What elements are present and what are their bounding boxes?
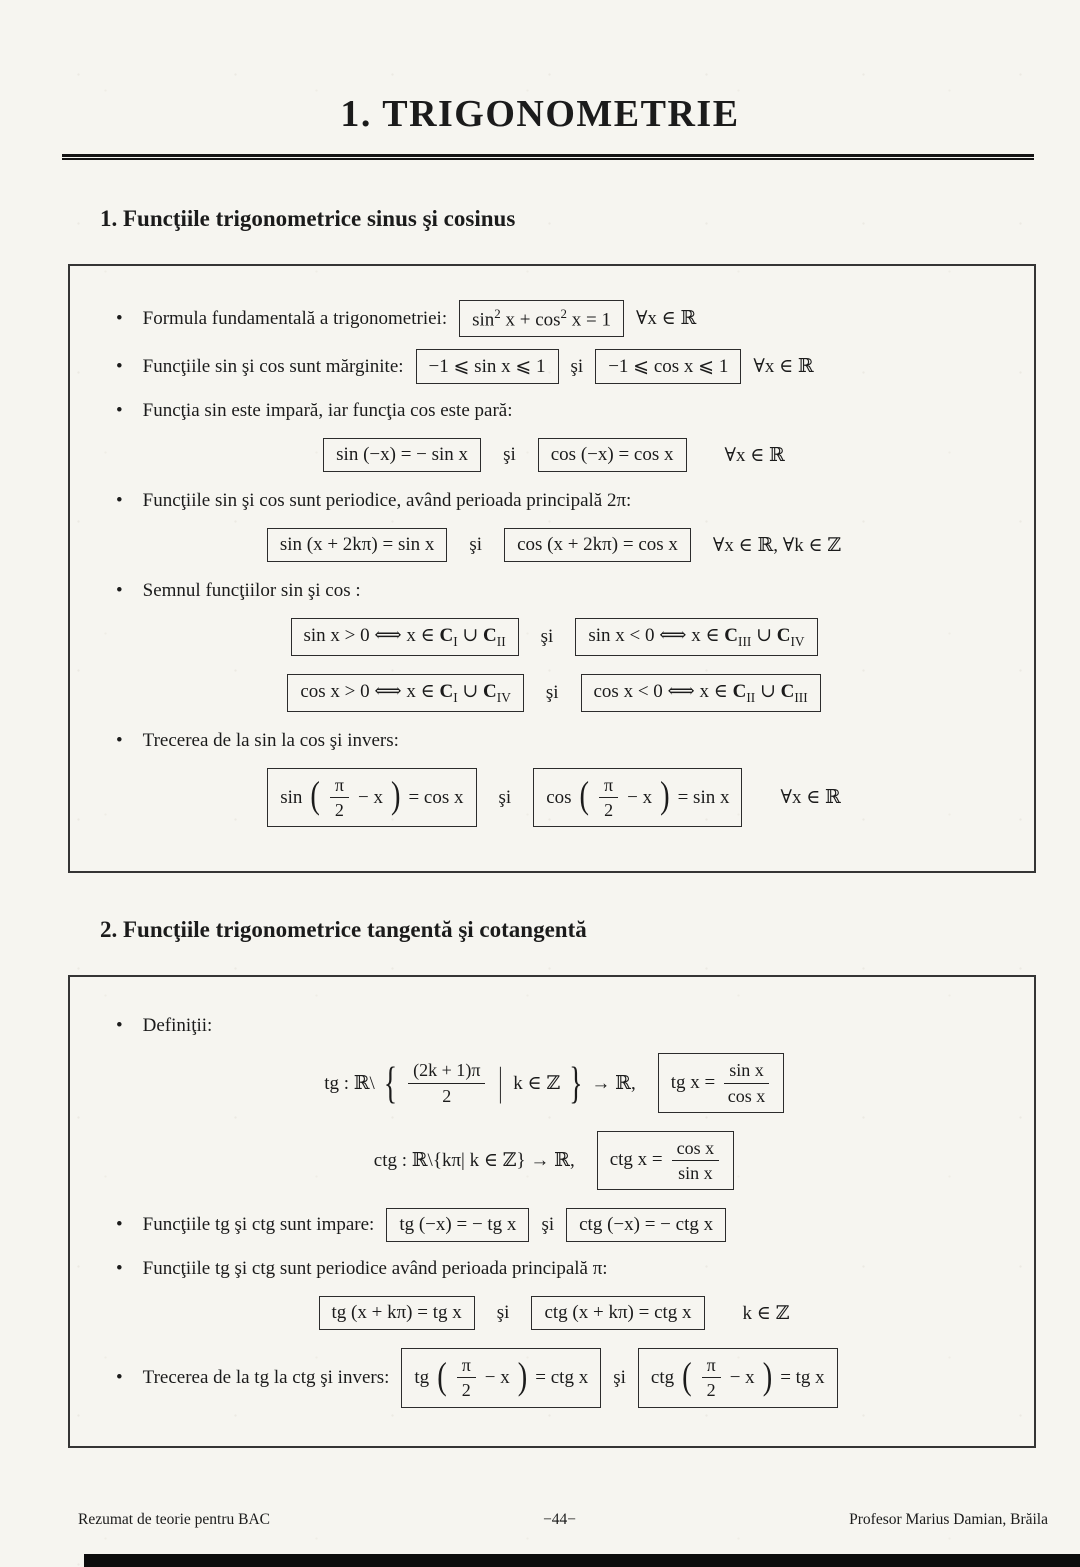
quantifier: ∀x ∈ ℝ, ∀k ∈ ℤ bbox=[712, 534, 842, 556]
scan-edge-bar bbox=[84, 1554, 1080, 1567]
formula-part: tg x = bbox=[670, 1072, 716, 1094]
boxed-formula-sin-positive bbox=[291, 618, 519, 656]
boxed-formula-cos-even: cos (−x) = cos x bbox=[538, 438, 687, 472]
boxed-formula-tg-odd: tg (−x) = − tg x bbox=[386, 1208, 529, 1242]
ctg-definition-row bbox=[90, 1131, 1018, 1190]
footer-right: Profesor Marius Damian, Brăila bbox=[849, 1511, 1048, 1528]
formula-part: ctg bbox=[650, 1366, 675, 1388]
conjunction: şi bbox=[498, 786, 512, 808]
formula-part: ctg x = bbox=[609, 1149, 663, 1171]
boxed-formula-ctg-cofunction bbox=[638, 1348, 838, 1407]
fraction-odd-multiples bbox=[408, 1060, 485, 1105]
formula-part: cos x < 0 ⟺ x ∈ bbox=[593, 681, 733, 703]
formula-part: − x bbox=[484, 1366, 510, 1388]
tg-cofunction-row bbox=[90, 1348, 1018, 1407]
boxed-formula-tg-definition bbox=[658, 1053, 784, 1112]
quantifier: ∀x ∈ ℝ bbox=[780, 787, 841, 809]
cofunction-formula-row bbox=[90, 768, 1018, 827]
left-paren: ( bbox=[437, 1355, 447, 1398]
bullet-label: • Semnul funcţiilor sin şi cos : bbox=[142, 580, 361, 602]
fundamental-formula-row bbox=[90, 300, 1018, 337]
quadrant-index: IV bbox=[790, 634, 805, 650]
conjunction: şi bbox=[541, 1214, 555, 1236]
quadrant-index: I bbox=[453, 634, 458, 650]
conjunction: şi bbox=[540, 626, 554, 648]
right-paren: ) bbox=[517, 1355, 528, 1398]
right-brace: } bbox=[569, 1057, 583, 1108]
formula-part: = tg x bbox=[780, 1366, 825, 1388]
boxed-formula-cos-periodic: cos (x + 2kπ) = cos x bbox=[504, 528, 691, 562]
conjunction: şi bbox=[613, 1366, 626, 1388]
quadrant-symbol: C bbox=[780, 681, 795, 703]
fraction-numerator: π bbox=[702, 1355, 721, 1378]
boxed-formula-sin-cofunction bbox=[267, 768, 476, 827]
fraction-denominator: 2 bbox=[442, 1085, 452, 1106]
bullet-label: • Definiţii: bbox=[142, 1015, 213, 1037]
conjunction: şi bbox=[545, 682, 559, 704]
fraction-numerator: π bbox=[599, 775, 618, 798]
quantifier: ∀x ∈ ℝ bbox=[753, 356, 814, 378]
bullet-label: • Funcţiile tg şi ctg sunt periodice având perioada principală π: bbox=[142, 1258, 608, 1280]
quadrant-index: II bbox=[746, 689, 756, 705]
quadrant-index: II bbox=[496, 634, 506, 650]
quadrant-symbol: C bbox=[776, 625, 791, 647]
parity-label-row bbox=[90, 400, 1018, 422]
boxed-formula-ctg-definition bbox=[597, 1131, 735, 1190]
quadrant-symbol: C bbox=[483, 625, 497, 647]
bullet-label: • Funcţiile tg şi ctg sunt impare: bbox=[142, 1214, 375, 1236]
quadrant-index: I bbox=[453, 689, 458, 705]
fraction-numerator: π bbox=[330, 775, 349, 798]
fraction-pi-over-2 bbox=[457, 1355, 476, 1400]
union-symbol: ∪ bbox=[755, 681, 781, 703]
fraction-pi-over-2 bbox=[702, 1355, 721, 1400]
formula-part: = cos x bbox=[408, 786, 464, 808]
sign-sin-row bbox=[90, 618, 1018, 656]
quadrant-index: III bbox=[794, 689, 808, 705]
boxed-formula-cos-negative bbox=[581, 674, 821, 712]
fraction-numerator: (2k + 1)π bbox=[408, 1060, 485, 1083]
formula-part: x = 1 bbox=[566, 309, 611, 331]
fraction-denominator: 2 bbox=[461, 1380, 471, 1401]
fraction-numerator: sin x bbox=[724, 1060, 769, 1083]
left-paren: ( bbox=[682, 1355, 692, 1398]
quadrant-index: IV bbox=[496, 689, 511, 705]
footer-left: Rezumat de teorie pentru BAC bbox=[78, 1511, 270, 1528]
boxed-formula-cos-positive bbox=[287, 674, 523, 712]
quantifier: k ∈ ℤ bbox=[742, 1302, 790, 1324]
boxed-formula-cos-cofunction bbox=[533, 768, 742, 827]
formula-part: cos x > 0 ⟺ x ∈ bbox=[300, 681, 440, 703]
formula-part: sin bbox=[472, 309, 495, 331]
formula-part: k ∈ ℤ bbox=[513, 1072, 561, 1094]
such-that-bar: | bbox=[498, 1060, 503, 1106]
conjunction: şi bbox=[469, 534, 483, 556]
tg-definition-row bbox=[90, 1053, 1018, 1112]
boxed-formula-sin-bounded: −1 ⩽ sin x ⩽ 1 bbox=[416, 349, 559, 384]
union-symbol: ∪ bbox=[457, 681, 484, 703]
boxed-formula-fundamental bbox=[459, 300, 624, 337]
ctg-domain-expression: ctg : ℝ\{kπ| k ∈ ℤ} → ℝ, bbox=[373, 1149, 575, 1171]
section1-heading: 1. Funcţiile trigonometrice sinus şi cosinus bbox=[100, 206, 516, 231]
quadrant-index: III bbox=[738, 634, 752, 650]
formula-part: → ℝ, bbox=[591, 1072, 636, 1094]
formula-part: x + cos bbox=[500, 309, 561, 331]
quadrant-symbol: C bbox=[724, 625, 739, 647]
section2-box bbox=[68, 975, 1036, 1447]
quadrant-symbol: C bbox=[439, 681, 454, 703]
section2-heading: 2. Funcţiile trigonometrice tangentă şi cotangentă bbox=[100, 917, 587, 943]
tg-domain-expression bbox=[324, 1057, 636, 1108]
exponent: 2 bbox=[494, 306, 501, 321]
fraction-denominator: cos x bbox=[727, 1085, 766, 1106]
formula-part: cos bbox=[546, 786, 572, 808]
periodicity-formula-row bbox=[90, 528, 1018, 562]
parity-formula-row bbox=[90, 438, 1018, 472]
fraction-numerator: cos x bbox=[672, 1138, 720, 1161]
quadrant-symbol: C bbox=[439, 625, 454, 647]
boxed-formula-ctg-odd: ctg (−x) = − ctg x bbox=[566, 1208, 726, 1242]
bounded-row bbox=[90, 349, 1018, 384]
formula-part: tg bbox=[414, 1366, 430, 1388]
tg-periodicity-label-row bbox=[90, 1258, 1018, 1280]
definitions-label-row bbox=[90, 1015, 1018, 1037]
left-paren: ( bbox=[579, 775, 590, 818]
boxed-formula-tg-cofunction bbox=[401, 1348, 601, 1407]
formula-part: − x bbox=[729, 1366, 755, 1388]
fraction-sin-over-cos bbox=[724, 1060, 769, 1105]
boxed-formula-sin-periodic: sin (x + 2kπ) = sin x bbox=[267, 528, 448, 562]
right-paren: ) bbox=[390, 775, 401, 818]
fraction-pi-over-2 bbox=[330, 775, 349, 820]
conjunction: şi bbox=[570, 355, 584, 377]
right-paren: ) bbox=[762, 1355, 773, 1398]
right-paren: ) bbox=[660, 775, 670, 818]
bullet-label: • Formula fundamentală a trigonometriei: bbox=[142, 307, 448, 329]
bullet-label: • Trecerea de la sin la cos şi invers: bbox=[142, 729, 399, 751]
exponent: 2 bbox=[560, 306, 567, 321]
formula-part: − x bbox=[357, 786, 383, 808]
quantifier: ∀x ∈ ℝ bbox=[635, 308, 697, 330]
fraction-denominator: 2 bbox=[334, 800, 344, 821]
bullet-label: • Funcţiile sin şi cos sunt mărginite: bbox=[142, 355, 404, 377]
conjunction: şi bbox=[496, 1302, 510, 1324]
page-footer bbox=[78, 1511, 1048, 1529]
boxed-formula-sin-odd: sin (−x) = − sin x bbox=[323, 438, 481, 472]
formula-part: sin x < 0 ⟺ x ∈ bbox=[588, 625, 725, 647]
cofunction-label-row bbox=[90, 730, 1018, 752]
section1-box bbox=[68, 264, 1036, 873]
fraction-cos-over-sin bbox=[672, 1138, 720, 1183]
formula-part: sin bbox=[280, 786, 303, 808]
left-brace: { bbox=[383, 1057, 398, 1108]
sign-cos-row bbox=[90, 674, 1018, 712]
page-title: 1. TRIGONOMETRIE bbox=[340, 93, 740, 135]
formula-part: sin x > 0 ⟺ x ∈ bbox=[303, 625, 440, 647]
union-symbol: ∪ bbox=[751, 625, 777, 647]
fraction-denominator: 2 bbox=[706, 1380, 716, 1401]
fraction-pi-over-2 bbox=[599, 775, 618, 820]
fraction-denominator: sin x bbox=[678, 1162, 713, 1183]
tg-periodicity-formula-row bbox=[90, 1296, 1018, 1330]
footer-page-number: −44− bbox=[543, 1511, 577, 1528]
formula-part: − x bbox=[627, 786, 653, 808]
boxed-formula-cos-bounded: −1 ⩽ cos x ⩽ 1 bbox=[595, 349, 741, 384]
quantifier: ∀x ∈ ℝ bbox=[724, 444, 785, 466]
quadrant-symbol: C bbox=[483, 681, 497, 703]
bullet-label: • Trecerea de la tg la ctg şi invers: bbox=[142, 1366, 390, 1388]
boxed-formula-tg-periodic: tg (x + kπ) = tg x bbox=[319, 1296, 475, 1330]
quadrant-symbol: C bbox=[732, 681, 747, 703]
sign-label-row bbox=[90, 580, 1018, 602]
bullet-label: • Funcţiile sin şi cos sunt periodice, având perioada principală 2π: bbox=[142, 490, 632, 512]
conjunction: şi bbox=[503, 444, 516, 466]
fraction-denominator: 2 bbox=[604, 800, 614, 821]
boxed-formula-ctg-periodic: ctg (x + kπ) = ctg x bbox=[531, 1296, 704, 1330]
fraction-numerator: π bbox=[457, 1355, 476, 1378]
formula-part: tg : ℝ\ bbox=[324, 1072, 375, 1094]
union-symbol: ∪ bbox=[457, 625, 484, 647]
bullet-label: • Funcţia sin este impară, iar funcţia cos este pară: bbox=[142, 400, 513, 422]
title-divider-rule bbox=[62, 154, 1034, 160]
left-paren: ( bbox=[310, 775, 320, 818]
tg-odd-row bbox=[90, 1208, 1018, 1242]
formula-part: = sin x bbox=[677, 786, 730, 808]
periodicity-label-row bbox=[90, 490, 1018, 512]
boxed-formula-sin-negative bbox=[575, 618, 817, 656]
formula-part: = ctg x bbox=[535, 1366, 589, 1388]
